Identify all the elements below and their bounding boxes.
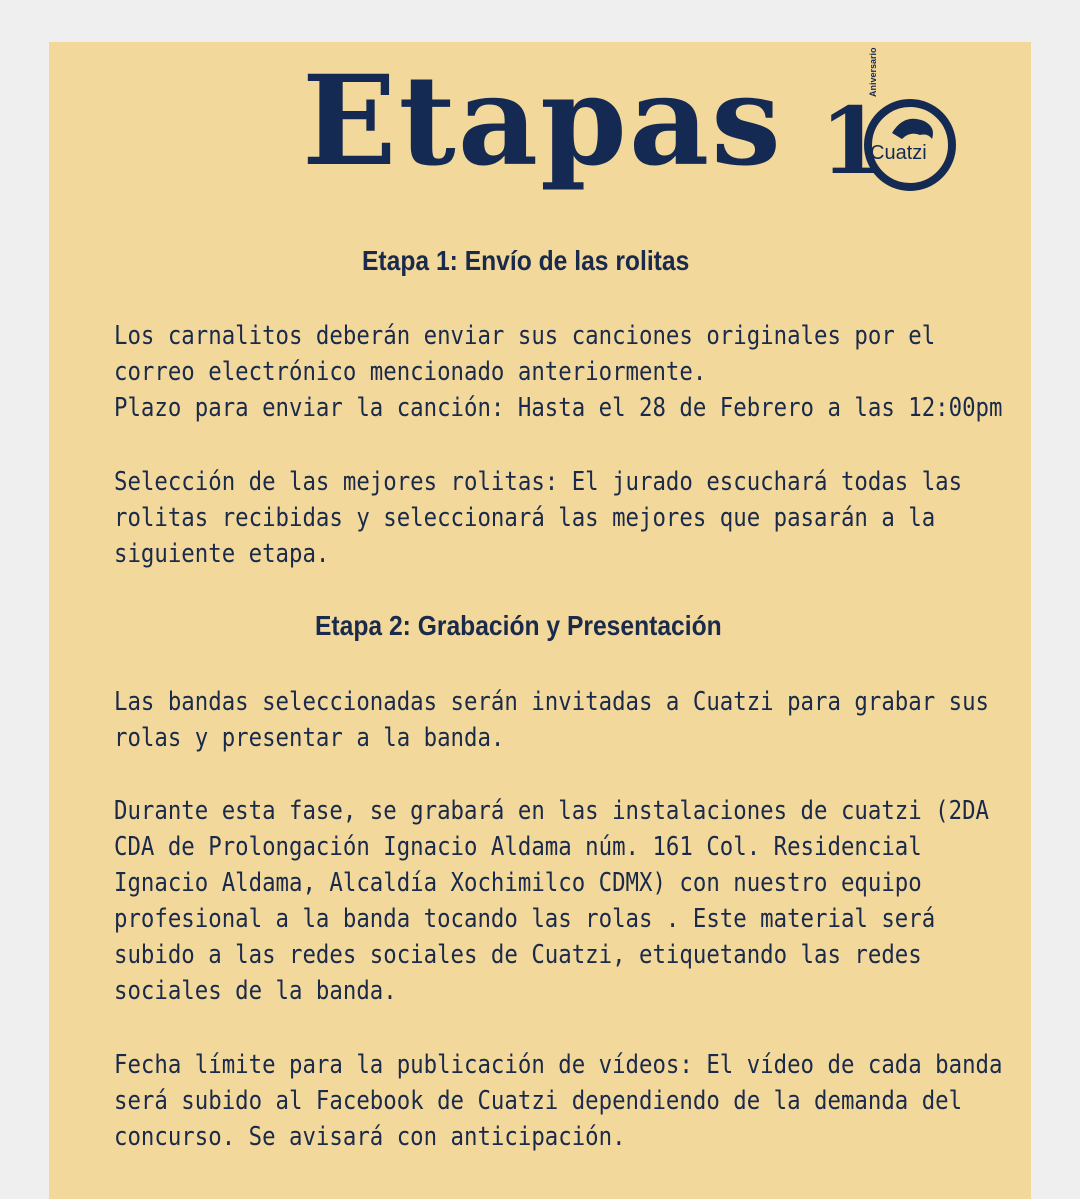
- text-line: CDA de Prolongación Ignacio Aldama núm. 161 Col. Residencial: [114, 832, 922, 862]
- stage1-paragraph-1: [114, 318, 1003, 426]
- text-line: correo electrónico mencionado anteriormente.: [114, 357, 707, 387]
- text-line: Durante esta fase, se grabará en las instalaciones de cuatzi (2DA: [114, 796, 990, 826]
- logo-arc-text: Aniversario: [868, 47, 878, 97]
- text-line: Fecha límite para la publicación de vídeos: El vídeo de cada banda: [114, 1050, 1003, 1080]
- text-line: Ignacio Aldama, Alcaldía Xochimilco CDMX) con nuestro equipo: [114, 868, 922, 898]
- logo-number-one: 1: [820, 87, 885, 195]
- page-title: Etapas: [302, 49, 783, 194]
- logo-brand-text: Cuatzi: [870, 142, 927, 164]
- text-line: profesional a la banda tocando las rolas . Este material será: [114, 904, 936, 934]
- text-line: siguiente etapa.: [114, 539, 330, 569]
- text-line: será subido al Facebook de Cuatzi dependiendo de la demanda del: [114, 1086, 963, 1116]
- text-line: rolas y presentar a la banda.: [114, 723, 505, 753]
- text-line: Plazo para enviar la canción: Hasta el 28 de Febrero a las 12:00pm: [114, 393, 1003, 423]
- text-line: Las bandas seleccionadas serán invitadas a Cuatzi para grabar sus: [114, 687, 990, 717]
- stage2-heading: Etapa 2: Grabación y Presentación: [315, 610, 722, 641]
- stage2-paragraph-3: [114, 1047, 1003, 1155]
- stage2-paragraph-2: [114, 793, 990, 1009]
- text-line: Los carnalitos deberán enviar sus canciones originales por el: [114, 321, 936, 351]
- text-line: Selección de las mejores rolitas: El jurado escuchará todas las: [114, 467, 963, 497]
- text-line: concurso. Se avisará con anticipación.: [114, 1122, 626, 1152]
- stage1-heading: Etapa 1: Envío de las rolitas: [362, 245, 690, 276]
- anniversary-logo: [820, 47, 970, 195]
- stage2-paragraph-1: [114, 684, 990, 756]
- text-line: subido a las redes sociales de Cuatzi, etiquetando las redes: [114, 940, 922, 970]
- text-line: sociales de la banda.: [114, 976, 397, 1006]
- stage1-paragraph-2: [114, 464, 963, 572]
- text-line: rolitas recibidas y seleccionará las mejores que pasarán a la: [114, 503, 936, 533]
